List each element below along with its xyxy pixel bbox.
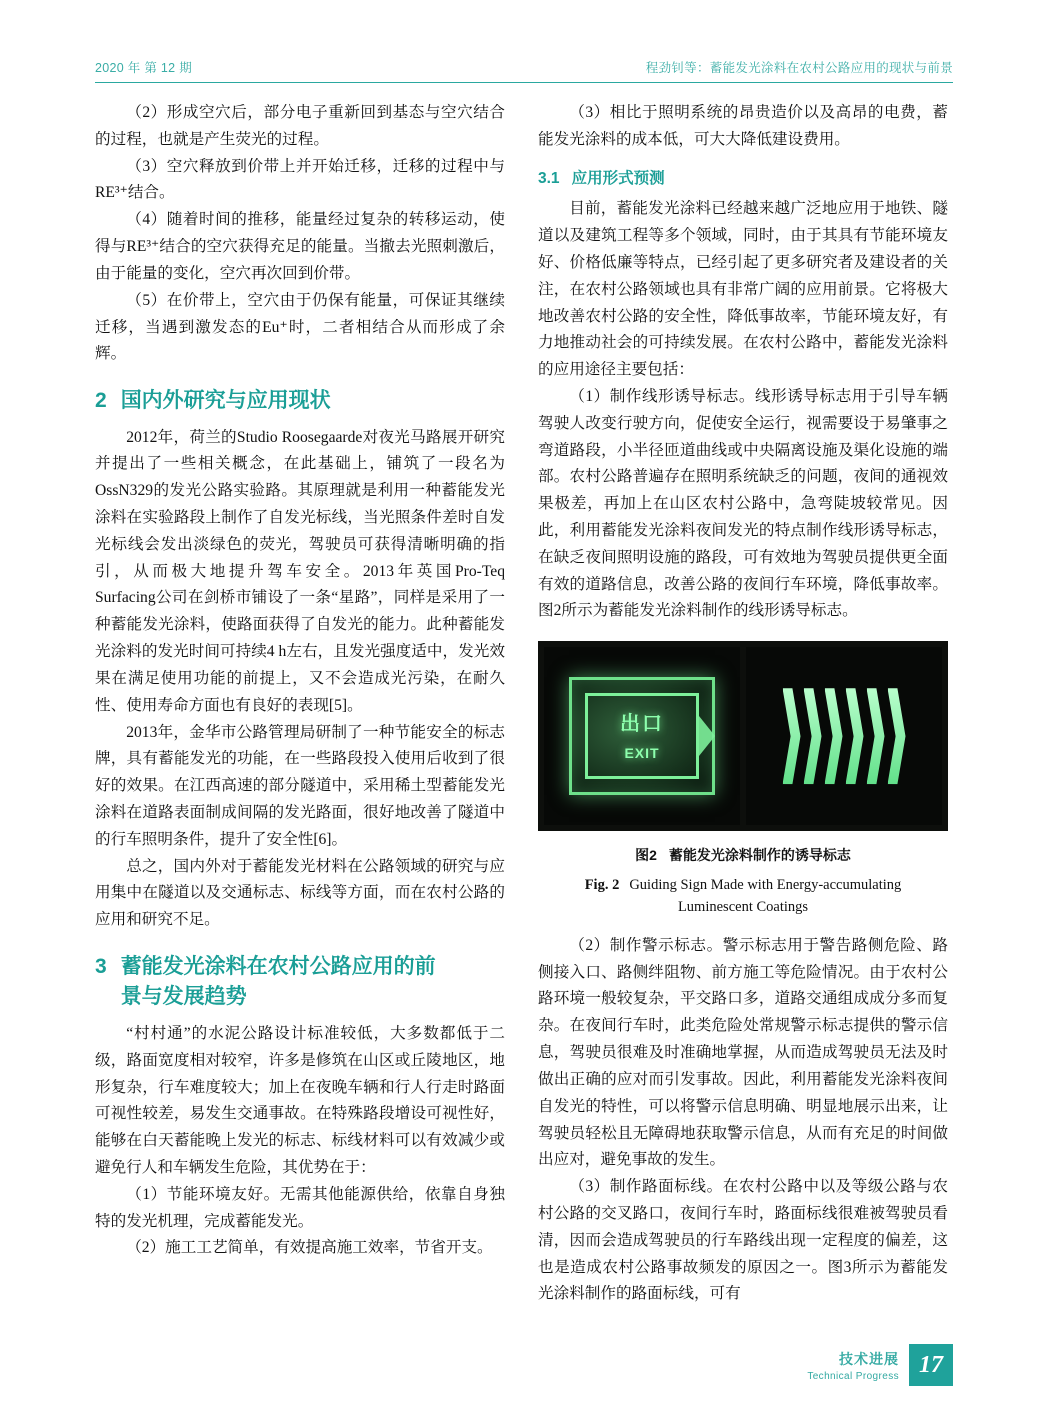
section-title: 国内外研究与应用现状 xyxy=(120,389,331,413)
left-column xyxy=(95,100,505,1262)
figure-2-images xyxy=(538,641,948,831)
figure-2-caption-en xyxy=(538,875,948,919)
chevron-icon xyxy=(783,688,801,784)
figure-2-label-en: Fig. 2 xyxy=(584,877,620,894)
figure-2 xyxy=(538,641,948,919)
section-title-line2: 景与发展趋势 xyxy=(120,985,247,1009)
figure-2-caption-en-line2: Luminescent Coatings xyxy=(677,899,809,916)
chevron-icon xyxy=(846,688,864,784)
page-header xyxy=(95,58,953,83)
right-column xyxy=(538,100,948,1308)
subsection-title: 应用形式预测 xyxy=(571,169,665,187)
paragraph: （1）节能环境友好。无需其他能源供给，依靠自身独特的发光机理，完成蓄能发光。 xyxy=(95,1185,505,1230)
figure-2-label-cn: 图2 xyxy=(635,847,657,864)
paragraph: （5）在价带上，空穴由于仍保有能量，可保证其继续迁移，当遇到激发态的Eu⁺时，二者相结合从而形成了余辉。 xyxy=(95,291,505,363)
exit-sign-label-cn: 出口 xyxy=(620,713,664,736)
paragraph: （2）制作警示标志。警示标志用于警告路侧危险、路侧接入口、路侧绊阻物、前方施工等危险情况。由于农村公路环境一般较复杂，平交路口多，道路交通组成成分多而复杂。在夜间行车时，此类危险处常规警示标志提供的警示信息，驾驶员很难及时准确地掌握，从而造成驾驶员无法及时做出正确的应对而引发事故。因此，利用蓄能发光涂料夜间自发光的特性，可以将警示信息明确、明显地展示出来，让驾驶员轻松且无障碍地获取警示信息，从而有充足的时间做出应对，避免事故的发生。 xyxy=(538,936,948,1169)
section-number: 2 xyxy=(95,389,107,413)
chevron-icon xyxy=(825,688,843,784)
chevron-icon xyxy=(804,688,822,784)
section-title xyxy=(121,952,505,1013)
figure-2-left-photo xyxy=(544,647,740,825)
subsection-number: 3.1 xyxy=(538,169,560,187)
footer-section-cn: 技术进展 xyxy=(839,1350,899,1367)
page-footer xyxy=(807,1344,953,1386)
page-number: 17 xyxy=(909,1344,953,1386)
chevron-icon xyxy=(867,688,885,784)
paragraph: 目前，蓄能发光涂料已经越来越广泛地应用于地铁、隧道以及建筑工程等多个领域，同时，由于其具有节能环境友好、价格低廉等特点，已经引起了更多研究者及建设者的关注，在农村公路领域也具有非常广阔的应用前景。它将极大地改善农村公路的安全性，降低事故率，节能环境友好，有力地推动社会的可持续发展。在农村公路中，蓄能发光涂料的应用途径主要包括： xyxy=(538,200,948,379)
paragraph: （3）空穴释放到价带上并开始迁移，迁移的过程中与RE³⁺结合。 xyxy=(95,157,505,202)
subsection-heading-3-1 xyxy=(538,166,948,193)
header-article-title: 程劲钊等：蓄能发光涂料在农村公路应用的现状与前景 xyxy=(645,61,953,75)
section-heading-2 xyxy=(95,386,505,416)
paragraph: 2012年，荷兰的Studio Roosegaarde对夜光马路展开研究并提出了一些相关概念，在此基础上，铺筑了一段名为OssN329的发光公路实验路。其原理就是利用一种蓄能发光涂料在实验路段上制作了自发光标线，当光照条件差时自发光标线会发出淡绿色的荧光，驾驶员可获得清晰明确的指引，从而极大地提升驾车安全。2013年英国Pro-Teq Surfacing公司在剑桥市铺设了一条“星路”，同样是采用了一种蓄能发光涂料，使路面获得了自发光的能力。此种蓄能发光涂料的发光时间可持续4 h左右，且发光强度适中，发光效果在满足使用功能的前提上，又不会造成光污染，在耐久性、使用寿命方面也有良好的表现[5]。 xyxy=(95,428,505,714)
footer-section-label xyxy=(807,1344,909,1386)
paragraph: （2）形成空穴后，部分电子重新回到基态与空穴结合的过程，也就是产生荧光的过程。 xyxy=(95,104,505,148)
exit-sign-label-en: EXIT xyxy=(624,745,660,762)
figure-2-caption-cn-text: 蓄能发光涂料制作的诱导标志 xyxy=(668,847,851,864)
paragraph: 总之，国内外对于蓄能发光材料在公路领域的研究与应用集中在隧道以及交通标志、标线等方面，而在农村公路的应用和研究不足。 xyxy=(95,857,505,929)
paragraph: （2）施工工艺简单，有效提高施工效率，节省开支。 xyxy=(126,1239,493,1257)
section-title-line1: 蓄能发光涂料在农村公路应用的前 xyxy=(120,955,436,978)
paragraph: （4）随着时间的推移，能量经过复杂的转移运动，使得与RE³⁺结合的空穴获得充足的能量。当撤去光照刺激后，由于能量的变化，空穴再次回到价带。 xyxy=(95,211,505,282)
exit-sign-inner xyxy=(585,693,699,779)
footer-section-en: Technical Progress xyxy=(807,1370,899,1382)
chevron-array-graphic xyxy=(754,676,934,796)
chevron-icon xyxy=(888,688,906,784)
section-number: 3 xyxy=(95,955,107,978)
figure-2-caption-en-line1: Guiding Sign Made with Energy-accumulating xyxy=(629,877,902,894)
paragraph: （3）制作路面标线。在农村公路中以及等级公路与农村公路的交叉路口，夜间行车时，路面标线很难被驾驶员看清，因而会造成驾驶员的行车路线出现一定程度的偏差，这也是造成农村公路事故频发的原因之一。图3所示为蓄能发光涂料制作的路面标线，可有 xyxy=(538,1178,948,1303)
paragraph: （3）相比于照明系统的昂贵造价以及高昂的电费，蓄能发光涂料的成本低，可大大降低建设费用。 xyxy=(538,104,948,148)
exit-sign-graphic xyxy=(569,677,715,795)
section-heading-3 xyxy=(95,952,505,1013)
paragraph: 2013年，金华市公路管理局研制了一种节能安全的标志牌，具有蓄能发光的功能，在一些路段投入使用后收到了很好的效果。在江西高速的部分隧道中，采用稀土型蓄能发光涂料在道路表面制成间隔的发光路面，很好地改善了隧道中的行车照明条件，提升了安全性[6]。 xyxy=(95,723,505,848)
paragraph: （1）制作线形诱导标志。线形诱导标志用于引导车辆驾驶人改变行驶方向，促使安全运行，视需要设于易肇事之弯道路段，小半径匝道曲线或中央隔离设施及渠化设施的端部。农村公路普遍存在照明系统缺乏的问题，夜间的通视效果极差，再加上在山区农村公路中，急弯陡坡较常见。因此，利用蓄能发光涂料夜间发光的特点制作线形诱导标志，在缺乏夜间照明设施的路段，可有效地为驾驶员提供更全面有效的道路信息，改善公路的夜间行车环境，降低事故率。图2所示为蓄能发光涂料制作的线形诱导标志。 xyxy=(538,387,948,620)
figure-2-caption-cn xyxy=(538,843,948,867)
header-issue: 2020 年 第 12 期 xyxy=(95,61,193,75)
figure-2-right-photo xyxy=(746,647,942,825)
paragraph: “村村通”的水泥公路设计标准较低，大多数都低于二级，路面宽度相对较窄，许多是修筑在山区或丘陵地区，地形复杂，行车难度较大；加上在夜晚车辆和行人行走时路面可视性较差，易发生交通事故。在特殊路段增设可视性好，能够在白天蓄能晚上发光的标志、标线材料可以有效减少或避免行人和车辆发生危险，其优势在于： xyxy=(95,1024,505,1176)
